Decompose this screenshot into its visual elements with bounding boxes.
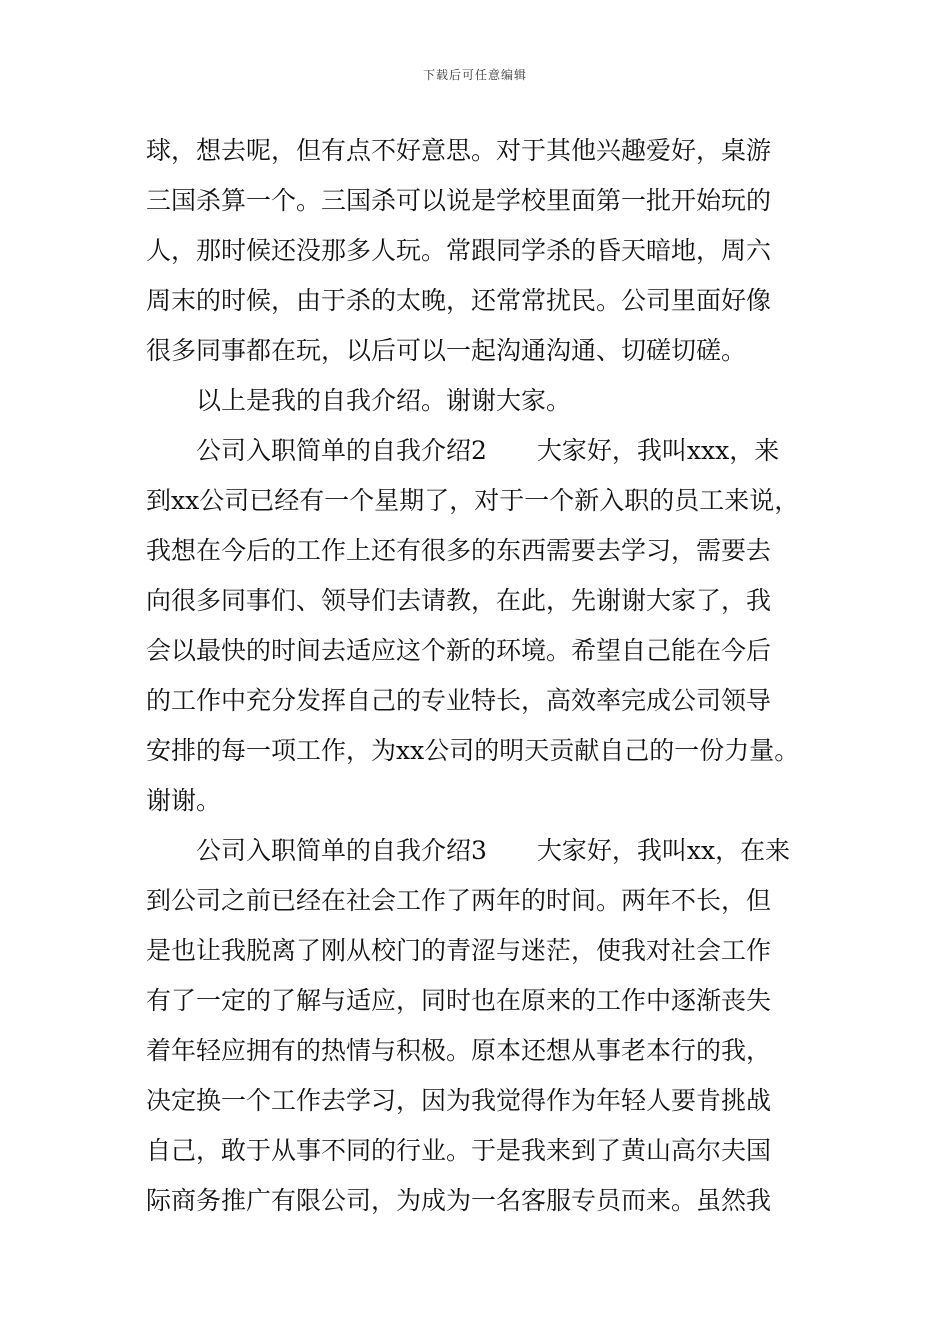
text-line: 向很多同事们、领导们去请教，在此，先谢谢大家了，我 bbox=[146, 586, 772, 615]
text-line: 着年轻应拥有的热情与积极。原本还想从事老本行的我， bbox=[146, 1036, 772, 1065]
text-line: 会以最快的时间去适应这个新的环境。希望自己能在今后 bbox=[146, 636, 772, 665]
text-line: 有了一定的了解与适应，同时也在原来的工作中逐渐丧失 bbox=[146, 986, 772, 1015]
text-line: 很多同事都在玩，以后可以一起沟通沟通、切磋切磋。 bbox=[146, 336, 747, 365]
text-line: 到xx公司已经有一个星期了，对于一个新入职的员工来说， bbox=[146, 486, 800, 515]
text-line: 公司入职简单的自我介绍2 大家好，我叫xxx，来 bbox=[196, 436, 780, 465]
text-line: 谢谢。 bbox=[146, 786, 222, 815]
text-line: 我想在今后的工作上还有很多的东西需要去学习，需要去 bbox=[146, 536, 772, 565]
text-line: 三国杀算一个。三国杀可以说是学校里面第一批开始玩的 bbox=[146, 186, 772, 215]
page-header: 下载后可任意编辑 bbox=[422, 68, 527, 82]
text-line: 安排的每一项工作，为xx公司的明天贡献自己的一份力量。 bbox=[146, 736, 800, 765]
text-line: 人，那时候还没那多人玩。常跟同学杀的昏天暗地，周六 bbox=[146, 236, 772, 265]
text-line: 自己，敢于从事不同的行业。于是我来到了黄山高尔夫国 bbox=[146, 1136, 772, 1165]
text-line: 球，想去呢，但有点不好意思。对于其他兴趣爱好，桌游 bbox=[146, 136, 772, 165]
text-line: 决定换一个工作去学习，因为我觉得作为年轻人要肯挑战 bbox=[146, 1086, 772, 1115]
text-line: 是也让我脱离了刚从校门的青涩与迷茫，使我对社会工作 bbox=[146, 936, 772, 965]
text-line: 以上是我的自我介绍。谢谢大家。 bbox=[196, 386, 572, 415]
text-line: 公司入职简单的自我介绍3 大家好，我叫xx，在来 bbox=[196, 836, 791, 865]
text-line: 的工作中充分发挥自己的专业特长，高效率完成公司领导 bbox=[146, 686, 772, 715]
text-line: 到公司之前已经在社会工作了两年的时间。两年不长，但 bbox=[146, 886, 772, 915]
text-line: 际商务推广有限公司，为成为一名客服专员而来。虽然我 bbox=[146, 1186, 772, 1215]
text-line: 周末的时候，由于杀的太晚，还常常扰民。公司里面好像 bbox=[146, 286, 772, 315]
